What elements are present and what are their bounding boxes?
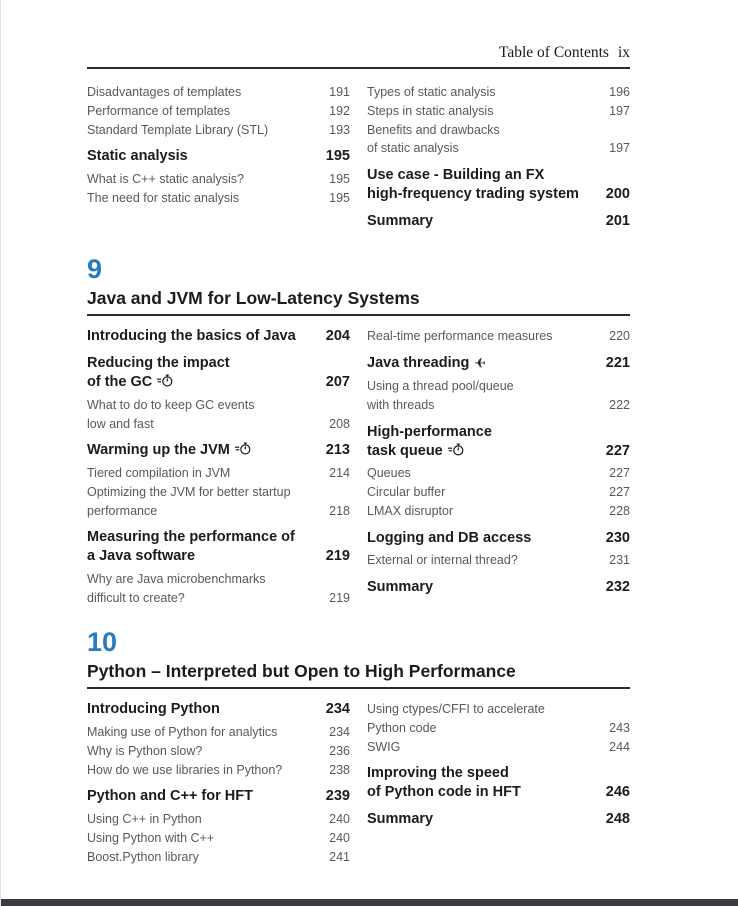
toc-entry-line: Summary (367, 212, 434, 229)
toc-entry[interactable] (87, 483, 350, 521)
toc-entry-line: Real-time performance measures (367, 329, 553, 344)
chapter-section (87, 628, 630, 867)
bottom-window-edge (1, 899, 738, 906)
toc-entry-title (87, 464, 329, 483)
toc-entry-page: 197 (609, 103, 630, 118)
toc-entry-title (367, 327, 609, 346)
toc-entry-line: Benefits and drawbacks (367, 122, 500, 137)
toc-entry-line: Circular buffer (367, 485, 446, 500)
toc-entry-title (87, 810, 329, 829)
toc-entry-title (367, 464, 609, 483)
toc-entry-title (87, 189, 329, 208)
toc-entry[interactable] (87, 147, 350, 166)
toc-entry-line: Introducing the basics of Java (87, 328, 296, 345)
toc-entry-line: Use case - Building an FX (367, 167, 545, 183)
toc-entry-line: of Python code in HFT (367, 784, 521, 801)
toc-entry[interactable] (367, 502, 630, 521)
toc-entry[interactable] (87, 829, 350, 848)
chapter-title: Java and JVM for Low-Latency Systems (87, 288, 420, 309)
folio-page-number: ix (617, 44, 630, 61)
toc-entry-line: Python code (367, 720, 437, 735)
toc-entry-page: 231 (609, 553, 630, 568)
toc-entry-line: Queues (367, 466, 411, 481)
toc-entry-line: Why is Python slow? (87, 743, 203, 758)
toc-entry-title (367, 738, 609, 757)
toc-entry-line: difficult to create? (87, 590, 185, 605)
toc-entry[interactable] (367, 700, 630, 738)
toc-entry-page: 219 (325, 548, 350, 565)
toc-entry-title (87, 354, 326, 392)
running-header (87, 44, 630, 62)
toc-entry-line: What to do to keep GC events (87, 397, 255, 412)
toc-entry[interactable] (87, 396, 350, 434)
toc-entry-page: 218 (329, 503, 350, 518)
toc-entry-page: 246 (605, 784, 630, 801)
toc-entry-page: 201 (605, 212, 630, 229)
toc-entry[interactable] (87, 570, 350, 608)
toc-columns (87, 83, 630, 235)
toc-entry-line: task queue (367, 442, 598, 461)
toc-entry[interactable] (87, 327, 350, 346)
toc-entry-title (87, 761, 329, 780)
toc-entry-page: 221 (605, 355, 630, 372)
toc-entry-line: performance (87, 503, 158, 518)
toc-entry-page: 214 (329, 466, 350, 481)
toc-column-right (367, 327, 630, 607)
toc-entry-line: Warming up the JVM (87, 441, 318, 460)
toc-entry[interactable] (367, 810, 630, 829)
toc-entry-page: 228 (609, 503, 630, 518)
chapter-number: 10 (87, 626, 118, 657)
toc-entry-line: Static analysis (87, 148, 188, 165)
toc-entry-page: 222 (609, 397, 630, 412)
toc-entry-title (367, 83, 609, 102)
toc-column-left (87, 327, 350, 607)
toc-entry-page: 195 (329, 172, 350, 187)
toc-entry-page: 234 (325, 701, 350, 718)
toc-entry-page: 241 (329, 849, 350, 864)
toc-entry-line: Types of static analysis (367, 85, 496, 99)
toc-entry-line: Using Python with C++ (87, 830, 215, 845)
toc-entry-line: of static analysis (367, 141, 459, 156)
toc-entry-line: SWIG (367, 739, 401, 754)
toc-entry-line: Using C++ in Python (87, 812, 202, 827)
toc-entry-title (367, 212, 606, 231)
toc-entry[interactable] (87, 464, 350, 483)
toc-entry-page: 240 (329, 812, 350, 827)
toc-entry-title (367, 764, 606, 802)
toc-entry[interactable] (367, 354, 630, 373)
toc-entry-page: 213 (325, 442, 350, 459)
toc-entry-title (87, 170, 329, 189)
toc-entry-page: 232 (605, 579, 630, 596)
toc-entry-page: 219 (329, 590, 350, 605)
toc-entry-line: Summary (367, 811, 434, 828)
toc-entry-title (87, 483, 329, 521)
toc-entry-title (367, 423, 606, 461)
toc-entry-line: Tiered compilation in JVM (87, 466, 231, 481)
toc-entry-page: 227 (609, 466, 630, 481)
toc-column-left (87, 83, 350, 235)
toc-entry-line: Why are Java microbenchmarks (87, 572, 266, 587)
toc-columns (87, 700, 630, 866)
toc-entry-title (367, 529, 606, 548)
chapter-title: Python – Interpreted but Open to High Performance (87, 661, 516, 682)
toc-entry[interactable] (367, 551, 630, 570)
toc-column-right (367, 83, 630, 235)
toc-columns (87, 327, 630, 607)
toc-entry[interactable] (367, 121, 630, 159)
toc-entry[interactable] (87, 723, 350, 742)
toc-entry-line: How do we use libraries in Python? (87, 762, 283, 777)
stopwatch-icon (235, 442, 251, 458)
chapter-header (87, 628, 630, 690)
toc-entry-line: Improving the speed (367, 765, 509, 782)
toc-entry-page: 238 (329, 762, 350, 777)
toc-entry[interactable] (87, 848, 350, 867)
toc-entry[interactable] (367, 738, 630, 757)
toc-entry-title (367, 166, 606, 204)
toc-entry-page: 208 (329, 416, 350, 431)
toc-entry-line: with threads (367, 397, 435, 412)
toc-entry-title (87, 723, 329, 742)
toc-entry[interactable] (367, 166, 630, 204)
toc-entry-title (87, 121, 329, 140)
toc-entry-page: 200 (605, 185, 630, 202)
toc-entry[interactable] (87, 787, 350, 806)
toc-entry-page: 234 (329, 725, 350, 740)
toc-entry-line: Python and C++ for HFT (87, 788, 253, 805)
toc-entry[interactable] (87, 170, 350, 189)
toc-entry-line: Using a thread pool/queue (367, 379, 514, 394)
toc-entry[interactable] (87, 761, 350, 780)
toc-entry-title (367, 377, 609, 415)
toc-entry-page: 195 (325, 148, 350, 165)
toc-entry-title (367, 551, 609, 570)
toc-entry-title (87, 700, 326, 719)
toc-entry-title (87, 327, 326, 346)
toc-entry[interactable] (87, 102, 350, 121)
toc-entry[interactable] (367, 578, 630, 597)
toc-entry-line: Boost.Python library (87, 849, 199, 864)
running-header-title: Table of Contents (498, 44, 609, 61)
toc-entry-page: 196 (609, 85, 630, 99)
toc-entry-page: 240 (329, 830, 350, 845)
toc-entry-line: Standard Template Library (STL) (87, 122, 269, 137)
toc-column-right (367, 700, 630, 866)
toc-entry-page: 239 (325, 788, 350, 805)
toc-entry-line: Disadvantages of templates (87, 85, 242, 99)
toc-entry-line: Making use of Python for analytics (87, 725, 278, 740)
toc-entry-line: LMAX disruptor (367, 503, 454, 518)
toc-entry[interactable] (87, 742, 350, 761)
toc-entry-title (87, 441, 326, 460)
toc-entry-title (367, 102, 609, 121)
toc-entry-title (87, 848, 329, 867)
toc-entry-line: Summary (367, 579, 434, 596)
toc-entry[interactable] (367, 83, 630, 102)
toc-entry[interactable] (367, 327, 630, 346)
toc-entry-line: Introducing Python (87, 701, 220, 718)
toc-entry[interactable] (87, 441, 350, 460)
toc-entry-line: Java threading ✈ (367, 354, 487, 372)
stopwatch-icon (448, 443, 464, 459)
toc-entry[interactable] (367, 529, 630, 548)
airplane-icon: ✈ (474, 355, 487, 372)
toc-entry-page: 244 (609, 739, 630, 754)
toc-entry-line: low and fast (87, 416, 154, 431)
toc-entry-title (367, 121, 609, 159)
toc-entry[interactable] (367, 377, 630, 415)
toc-entry-page: 227 (605, 442, 630, 459)
toc-entry-line: Optimizing the JVM for better startup (87, 484, 291, 499)
chapter-header (87, 255, 630, 317)
toc-entry[interactable] (87, 810, 350, 829)
toc-entry-page: 192 (329, 103, 350, 118)
toc-entry-line: Performance of templates (87, 103, 231, 118)
toc-entry-title (87, 83, 329, 102)
toc-entry-title (87, 787, 326, 806)
toc-entry-line: External or internal thread? (367, 553, 518, 568)
toc-entry[interactable] (87, 528, 350, 566)
toc-entry[interactable] (367, 212, 630, 231)
toc-entry-page: 227 (609, 485, 630, 500)
toc-entry-page: 195 (329, 190, 350, 205)
toc-entry-title (87, 742, 329, 761)
toc-entry[interactable] (367, 764, 630, 802)
toc-entry-title (367, 483, 609, 502)
toc-entry-page: 204 (325, 328, 350, 345)
toc-entry-line: Using ctypes/CFFI to accelerate (367, 702, 545, 717)
toc-entry[interactable] (367, 102, 630, 121)
chapter-title-divider (87, 687, 630, 689)
toc-entry-page: 243 (609, 720, 630, 735)
toc-sections (87, 83, 630, 866)
toc-entry-line: Measuring the performance of (87, 529, 295, 546)
toc-entry-page: 236 (329, 743, 350, 758)
toc-entry-title (367, 810, 606, 829)
chapter-section (87, 255, 630, 608)
toc-entry[interactable] (87, 83, 350, 102)
toc-entry[interactable] (87, 121, 350, 140)
toc-entry-title (367, 502, 609, 521)
toc-entry-line: The need for static analysis (87, 190, 240, 205)
toc-entry-page: 193 (329, 122, 350, 137)
toc-entry-title (367, 578, 606, 597)
header-divider (87, 67, 630, 69)
toc-entry-title (87, 570, 329, 608)
toc-column-left (87, 700, 350, 866)
chapter-number: 9 (87, 253, 103, 284)
toc-entry-page: 207 (325, 373, 350, 390)
toc-entry-page: 197 (609, 141, 630, 156)
toc-entry-page: 230 (605, 529, 630, 546)
toc-entry[interactable] (367, 483, 630, 502)
toc-entry-line: of the GC (87, 373, 318, 392)
toc-entry-line: a Java software (87, 548, 196, 565)
toc-entry-title (367, 354, 606, 373)
toc-entry-line: high-frequency trading system (367, 185, 579, 202)
toc-entry-page: 191 (329, 85, 350, 99)
toc-entry-title (87, 396, 329, 434)
toc-entry-line: Reducing the impact (87, 355, 230, 372)
toc-entry[interactable] (87, 189, 350, 208)
toc-entry-line: What is C++ static analysis? (87, 172, 245, 187)
toc-entry-line: High-performance (367, 423, 492, 440)
stopwatch-icon (157, 374, 173, 390)
toc-entry-page: 248 (605, 811, 630, 828)
toc-entry-page: 220 (609, 329, 630, 344)
toc-entry-title (87, 102, 329, 121)
toc-entry-title (367, 700, 609, 738)
continued-section (87, 83, 630, 235)
toc-entry-title (87, 829, 329, 848)
toc-entry[interactable] (367, 423, 630, 461)
toc-entry[interactable] (367, 464, 630, 483)
page-content (1, 44, 738, 866)
toc-entry-title (87, 528, 326, 566)
toc-entry-line: Logging and DB access (367, 529, 532, 546)
toc-entry[interactable] (87, 354, 350, 392)
toc-entry-line: Steps in static analysis (367, 103, 494, 118)
toc-entry[interactable] (87, 700, 350, 719)
chapter-title-divider (87, 314, 630, 316)
toc-entry-title (87, 147, 326, 166)
